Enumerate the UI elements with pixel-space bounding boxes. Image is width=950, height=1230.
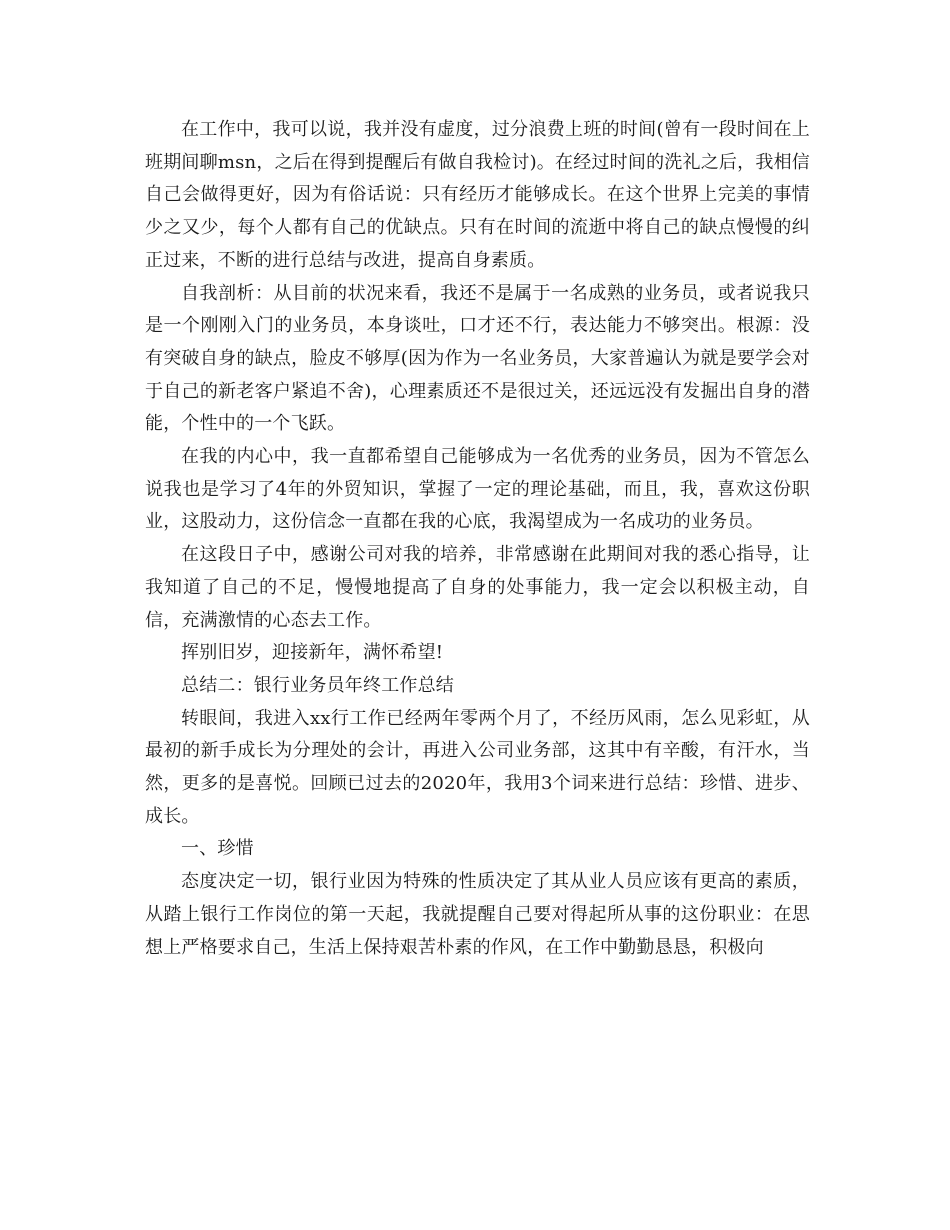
paragraph-work-attitude: 在工作中，我可以说，我并没有虚度，过分浪费上班的时间(曾有一段时间在上班期间聊msn，之后在得到提醒后有做自我检讨)。在经过时间的洗礼之后，我相信自己会做得更好，因为有俗话说：只有经历才能够成长。在这个世界上完美的事情少之又少，每个人都有自己的优缺点。只有在时间的流逝中将自己的缺点慢慢的纠正过来，不断的进行总结与改进，提高自身素质。: [145, 119, 810, 271]
paragraph-self-analysis: 自我剖析：从目前的状况来看，我还不是属于一名成熟的业务员，或者说我只是一个刚刚入门的业务员，本身谈吐，口才还不行，表达能力不够突出。根源：没有突破自身的缺点，脸皮不够厚(因为作为一名业务员，大家普遍认为就是要学会对于自己的新老客户紧追不舍)，心理素质还不是很过关，还远远没有发掘出自身的潜能，个性中的一个飞跃。: [145, 282, 810, 435]
subheading-cherish: 一、珍惜: [181, 838, 254, 860]
section-title-summary-two: 总结二：银行业务员年终工作总结: [181, 674, 454, 696]
paragraph-aspiration: 在我的内心中，我一直都希望自己能够成为一名优秀的业务员，因为不管怎么说我也是学习了4年的外贸知识，掌握了一定的理论基础，而且，我，喜欢这份职业，这股动力，这份信念一直都在我的心底，我渴望成为一名成功的业务员。: [145, 446, 810, 533]
document-body: [145, 114, 810, 964]
paragraph-two-years: 转眼间，我进入xx行工作已经两年零两个月了，不经历风雨，怎么见彩虹，从最初的新手成长为分理处的会计，再进入公司业务部，这其中有辛酸，有汗水，当然，更多的是喜悦。回顾已过去的2020年，我用3个词来进行总结：珍惜、进步、成长。: [145, 707, 810, 827]
paragraph-gratitude: 在这段日子中，感谢公司对我的培养，非常感谢在此期间对我的悉心指导，让我知道了自己的不足，慢慢地提高了自身的处事能力，我一定会以积极主动，自信，充满激情的心态去工作。: [145, 544, 810, 631]
paragraph-farewell: 挥别旧岁，迎接新年，满怀希望!: [181, 642, 444, 664]
paragraph-attitude-decides: 态度决定一切，银行业因为特殊的性质决定了其从业人员应该有更高的素质，从踏上银行工作岗位的第一天起，我就提醒自己要对得起所从事的这份职业：在思想上严格要求自己，生活上保持艰苦朴素的作风，在工作中勤勤恳恳，积极向: [145, 871, 810, 958]
